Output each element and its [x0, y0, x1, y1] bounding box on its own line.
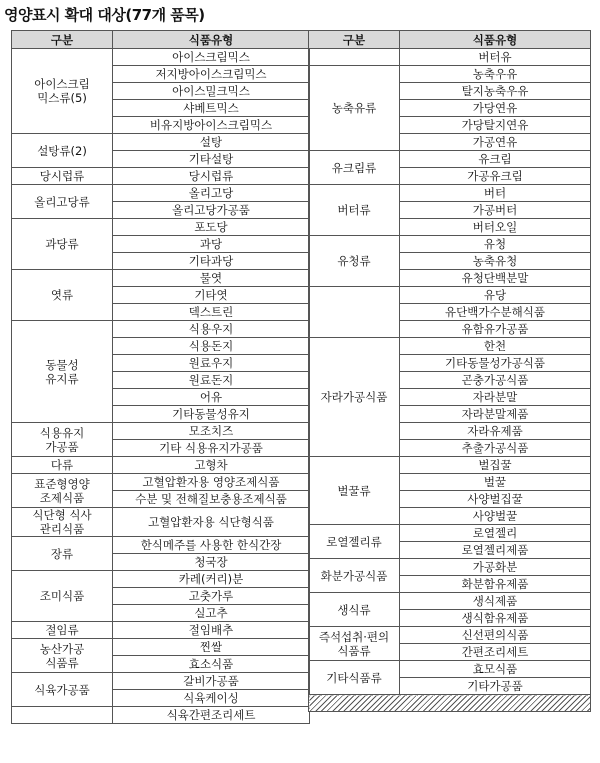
type-cell: 농축우유 [400, 66, 591, 83]
table-row [309, 338, 591, 355]
group-cell: 과당류 [12, 219, 113, 270]
group-cell: 유청류 [309, 236, 400, 287]
table-row [12, 474, 310, 491]
group-cell: 버터류 [309, 185, 400, 236]
type-cell: 신선편의식품 [400, 627, 591, 644]
type-cell: 식용돈지 [113, 338, 310, 355]
table-row [309, 185, 591, 202]
group-cell: 장류 [12, 537, 113, 571]
table-row [12, 321, 310, 338]
type-cell: 생식제품 [400, 593, 591, 610]
group-cell: 엿류 [12, 270, 113, 321]
type-cell: 곤충가공식품 [400, 372, 591, 389]
type-cell: 고춧가루 [113, 588, 310, 605]
type-cell: 한식메주를 사용한 한식간장 [113, 537, 310, 554]
type-cell: 어유 [113, 389, 310, 406]
type-cell: 기타동물성가공식품 [400, 355, 591, 372]
table-row [309, 593, 591, 610]
group-cell: 당시럽류 [12, 168, 113, 185]
table-row [309, 457, 591, 474]
type-cell: 버터 [400, 185, 591, 202]
type-cell: 탈지농축우유 [400, 83, 591, 100]
type-cell: 올리고당가공품 [113, 202, 310, 219]
type-cell: 청국장 [113, 554, 310, 571]
type-cell: 유함유가공품 [400, 321, 591, 338]
group-cell: 농산가공 식품류 [12, 639, 113, 673]
group-cell: 식육가공품 [12, 673, 113, 707]
type-cell: 한천 [400, 338, 591, 355]
table-row [309, 287, 591, 304]
table-row [12, 134, 310, 151]
type-cell: 카레(커리)분 [113, 571, 310, 588]
type-cell: 갈비가공품 [113, 673, 310, 690]
type-cell: 고혈압환자용 식단형식품 [113, 508, 310, 537]
type-cell: 저지방아이스크림믹스 [113, 66, 310, 83]
type-cell: 가당탈지연유 [400, 117, 591, 134]
group-cell: 다류 [12, 457, 113, 474]
type-cell: 로열젤리제품 [400, 542, 591, 559]
type-cell: 고형차 [113, 457, 310, 474]
type-cell: 간편조리세트 [400, 644, 591, 661]
table-row [309, 627, 591, 644]
type-cell: 기타 식용유지가공품 [113, 440, 310, 457]
type-cell: 샤베트믹스 [113, 100, 310, 117]
type-cell: 자라분말제품 [400, 406, 591, 423]
type-cell: 실고추 [113, 605, 310, 622]
type-cell: 기타엿 [113, 287, 310, 304]
type-cell: 올리고당 [113, 185, 310, 202]
table-row [309, 66, 591, 83]
type-cell: 효모식품 [400, 661, 591, 678]
group-cell: 설탕류(2) [12, 134, 113, 168]
header-group: 구분 [309, 31, 400, 49]
type-cell: 설탕 [113, 134, 310, 151]
type-cell: 추출가공식품 [400, 440, 591, 457]
type-cell: 물엿 [113, 270, 310, 287]
group-cell [309, 49, 400, 66]
right-table [308, 30, 591, 712]
table-row [309, 525, 591, 542]
group-cell: 절임류 [12, 622, 113, 639]
type-cell: 버터유 [400, 49, 591, 66]
type-cell: 과당 [113, 236, 310, 253]
type-cell: 식육케이싱 [113, 690, 310, 707]
type-cell: 덱스트린 [113, 304, 310, 321]
type-cell: 가당연유 [400, 100, 591, 117]
table-row [12, 185, 310, 202]
type-cell: 기타설탕 [113, 151, 310, 168]
group-cell: 조미식품 [12, 571, 113, 622]
group-cell: 화분가공식품 [309, 559, 400, 593]
table-row [309, 559, 591, 576]
group-cell [309, 287, 400, 338]
group-cell: 벌꿀류 [309, 457, 400, 525]
table-row [12, 219, 310, 236]
type-cell: 로열젤리 [400, 525, 591, 542]
type-cell: 자라유제품 [400, 423, 591, 440]
type-cell: 당시럽류 [113, 168, 310, 185]
type-cell: 효소식품 [113, 656, 310, 673]
header-group: 구분 [12, 31, 113, 49]
type-cell: 유청 [400, 236, 591, 253]
type-cell: 절임배추 [113, 622, 310, 639]
type-cell: 사양벌꿀 [400, 508, 591, 525]
header-type: 식품유형 [113, 31, 310, 49]
group-cell: 로열젤리류 [309, 525, 400, 559]
type-cell: 농축유청 [400, 253, 591, 270]
type-cell: 아이스크림믹스 [113, 49, 310, 66]
group-cell: 생식류 [309, 593, 400, 627]
table-row [12, 457, 310, 474]
table-row [309, 695, 591, 712]
type-cell: 생식함유제품 [400, 610, 591, 627]
table-row [309, 151, 591, 168]
group-cell: 즉석섭취·편의 식품류 [309, 627, 400, 661]
table-row [12, 49, 310, 66]
header-type: 식품유형 [400, 31, 591, 49]
table-row [309, 236, 591, 253]
type-cell: 기타가공품 [400, 678, 591, 695]
group-cell: 기타식품류 [309, 661, 400, 695]
type-cell: 수분 및 전해질보충용조제식품 [113, 491, 310, 508]
group-cell: 유크림류 [309, 151, 400, 185]
table-row [12, 639, 310, 656]
table-row [309, 661, 591, 678]
type-cell: 유당 [400, 287, 591, 304]
group-cell: 농축유류 [309, 66, 400, 151]
group-cell: 올리고당류 [12, 185, 113, 219]
page-title: 영양표시 확대 대상(77개 품목) [4, 6, 205, 24]
type-cell: 포도당 [113, 219, 310, 236]
type-cell: 고혈압환자용 영양조제식품 [113, 474, 310, 491]
type-cell: 찐쌀 [113, 639, 310, 656]
type-cell: 모조치즈 [113, 423, 310, 440]
type-cell: 유크림 [400, 151, 591, 168]
table-row [12, 423, 310, 440]
type-cell: 벌꿀 [400, 474, 591, 491]
type-cell: 아이스밀크믹스 [113, 83, 310, 100]
type-cell: 비유지방아이스크림믹스 [113, 117, 310, 134]
type-cell: 가공버터 [400, 202, 591, 219]
table-row [12, 168, 310, 185]
type-cell: 가공유크림 [400, 168, 591, 185]
table-row [12, 270, 310, 287]
group-cell: 표준형영양 조제식품 [12, 474, 113, 508]
type-cell: 자라분말 [400, 389, 591, 406]
type-cell: 벌집꿀 [400, 457, 591, 474]
type-cell: 원료돈지 [113, 372, 310, 389]
group-cell: 식용유지 가공품 [12, 423, 113, 457]
group-cell [12, 707, 113, 724]
type-cell: 유단백가수분해식품 [400, 304, 591, 321]
type-cell: 원료우지 [113, 355, 310, 372]
table-row [309, 49, 591, 66]
left-table [11, 30, 310, 724]
type-cell: 식육간편조리세트 [113, 707, 310, 724]
type-cell: 가공연유 [400, 134, 591, 151]
type-cell: 가공화분 [400, 559, 591, 576]
table-row [12, 622, 310, 639]
type-cell: 버터오일 [400, 219, 591, 236]
table-row [12, 537, 310, 554]
hatched-cell [309, 695, 591, 712]
table-row [12, 673, 310, 690]
table-row [12, 571, 310, 588]
type-cell: 사양벌집꿀 [400, 491, 591, 508]
table-row [12, 707, 310, 724]
type-cell: 화분함유제품 [400, 576, 591, 593]
type-cell: 유청단백분말 [400, 270, 591, 287]
type-cell: 기타과당 [113, 253, 310, 270]
type-cell: 식용우지 [113, 321, 310, 338]
group-cell: 자라가공식품 [309, 338, 400, 457]
group-cell: 식단형 식사 관리식품 [12, 508, 113, 537]
group-cell: 동물성 유지류 [12, 321, 113, 423]
type-cell: 기타동물성유지 [113, 406, 310, 423]
group-cell: 아이스크림 믹스류(5) [12, 49, 113, 134]
